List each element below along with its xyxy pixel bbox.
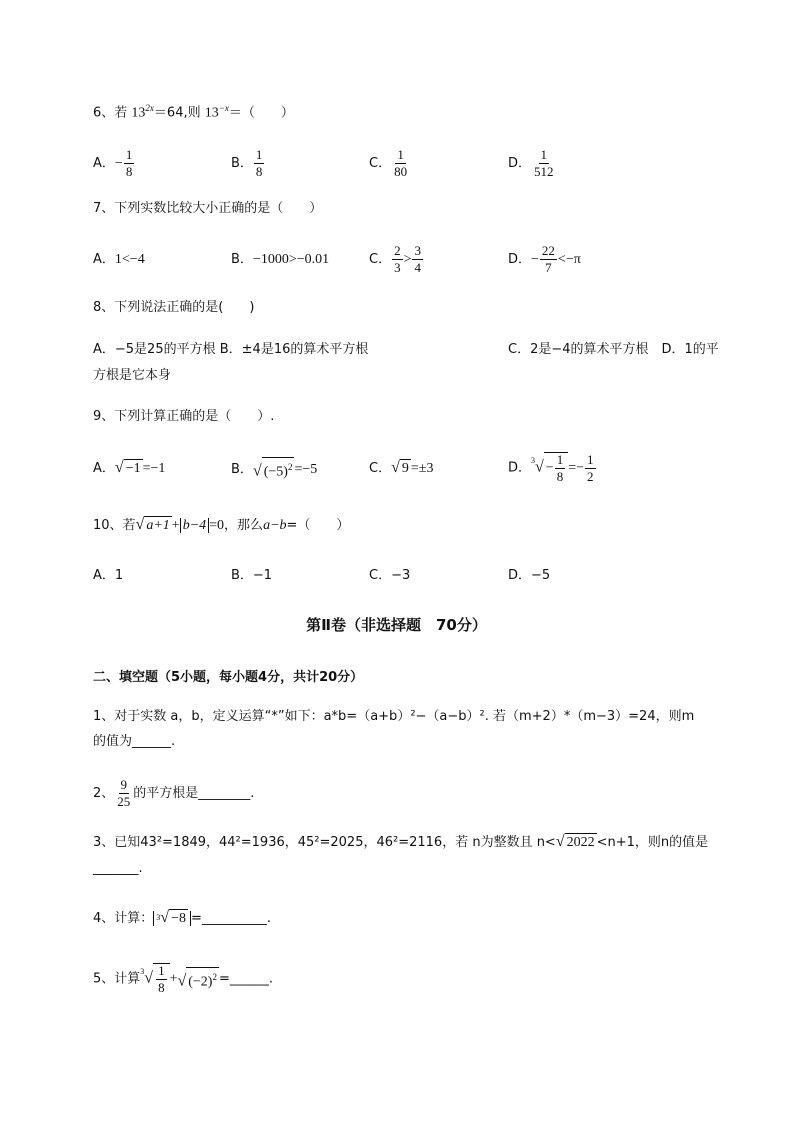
- q9-option-b[interactable]: B．√ $(-5)^2 =-5$: [231, 457, 317, 482]
- q10-option-c[interactable]: C．−3: [369, 568, 411, 583]
- q8-stem: 8、下列说法正确的是( ): [93, 300, 255, 315]
- q10-option-d[interactable]: D．−5: [508, 568, 551, 583]
- q7-option-a[interactable]: A．1<−4: [93, 252, 145, 267]
- fill-1-line-2: 的值为______.: [93, 734, 176, 749]
- q8-options-cd[interactable]: C．2是−4的算术平方根 D．1的平: [508, 342, 719, 357]
- q10-option-b[interactable]: B．−1: [231, 568, 273, 583]
- q6-option-a[interactable]: A．− $\frac{1}{8}$: [93, 147, 133, 179]
- q10-option-a[interactable]: A．1: [93, 568, 124, 583]
- fill-2: 2、 $\frac{9}{25}$ 的平方根是________.: [93, 777, 255, 809]
- q10-stem: 10、若√ a+1 + b−4 =0，那么a−b=（ ）: [93, 516, 350, 533]
- q8-options-ab[interactable]: A．−5是25的平方根 B．±4是16的算术平方根: [93, 342, 369, 357]
- fill-3-line-1: 3、已知43²=1849，44²=1936，45²=2025，46²=2116，若 n为整数且 n<√ 2022 <n+1，则n的值是: [93, 833, 709, 850]
- q6-option-b[interactable]: B． $\frac{1}{8}$: [231, 147, 263, 179]
- q7-option-c[interactable]: C． $\frac{2}{3}$ > $\frac{3}{4}$: [369, 243, 421, 275]
- q6-option-d[interactable]: D． $\frac{1}{512}$: [508, 147, 554, 179]
- section-heading: 二、填空题（5小题，每小题4分，共计20分）: [93, 670, 364, 685]
- fill-5: 5、计算$^3$√ $\frac{1}{8}$ +√ $(-2)^2$ =______.: [93, 963, 274, 995]
- q9-option-c[interactable]: C．√ 9 =±3: [369, 459, 434, 476]
- fill-3-line-2: _______.: [93, 861, 143, 876]
- fill-1-line-1: 1、对于实数 a，b，定义运算“*”如下：a*b=（a+b）²−（a−b）². 若（m+2）*（m−3）=24，则m: [93, 709, 695, 724]
- q6-stem: 6、若 $13^{2x}=64$,则 $13^{-x}=$（ ）: [93, 103, 294, 121]
- q9-option-a[interactable]: A．√ −1 =−1: [93, 459, 166, 476]
- q8-option-d-continued: 方根是它本身: [93, 368, 172, 383]
- q9-option-d[interactable]: D．$^3$√ − $\frac{1}{8}$ =− $\frac{1}{2}$: [508, 451, 594, 484]
- fill-4: 4、计算： $^3$√ −8 =__________.: [93, 909, 271, 926]
- q7-option-b[interactable]: B．−1000>−0.01: [231, 252, 330, 267]
- section-title: 第Ⅱ卷（非选择题 70分）: [306, 616, 487, 634]
- q6-option-c[interactable]: C． $\frac{1}{80}$: [369, 147, 408, 179]
- q7-option-d[interactable]: D．− $\frac{22}{7}$ <−π: [508, 243, 581, 275]
- q7-stem: 7、下列实数比较大小正确的是（ ）: [93, 201, 323, 216]
- q9-stem: 9、下列计算正确的是（ ）.: [93, 409, 275, 424]
